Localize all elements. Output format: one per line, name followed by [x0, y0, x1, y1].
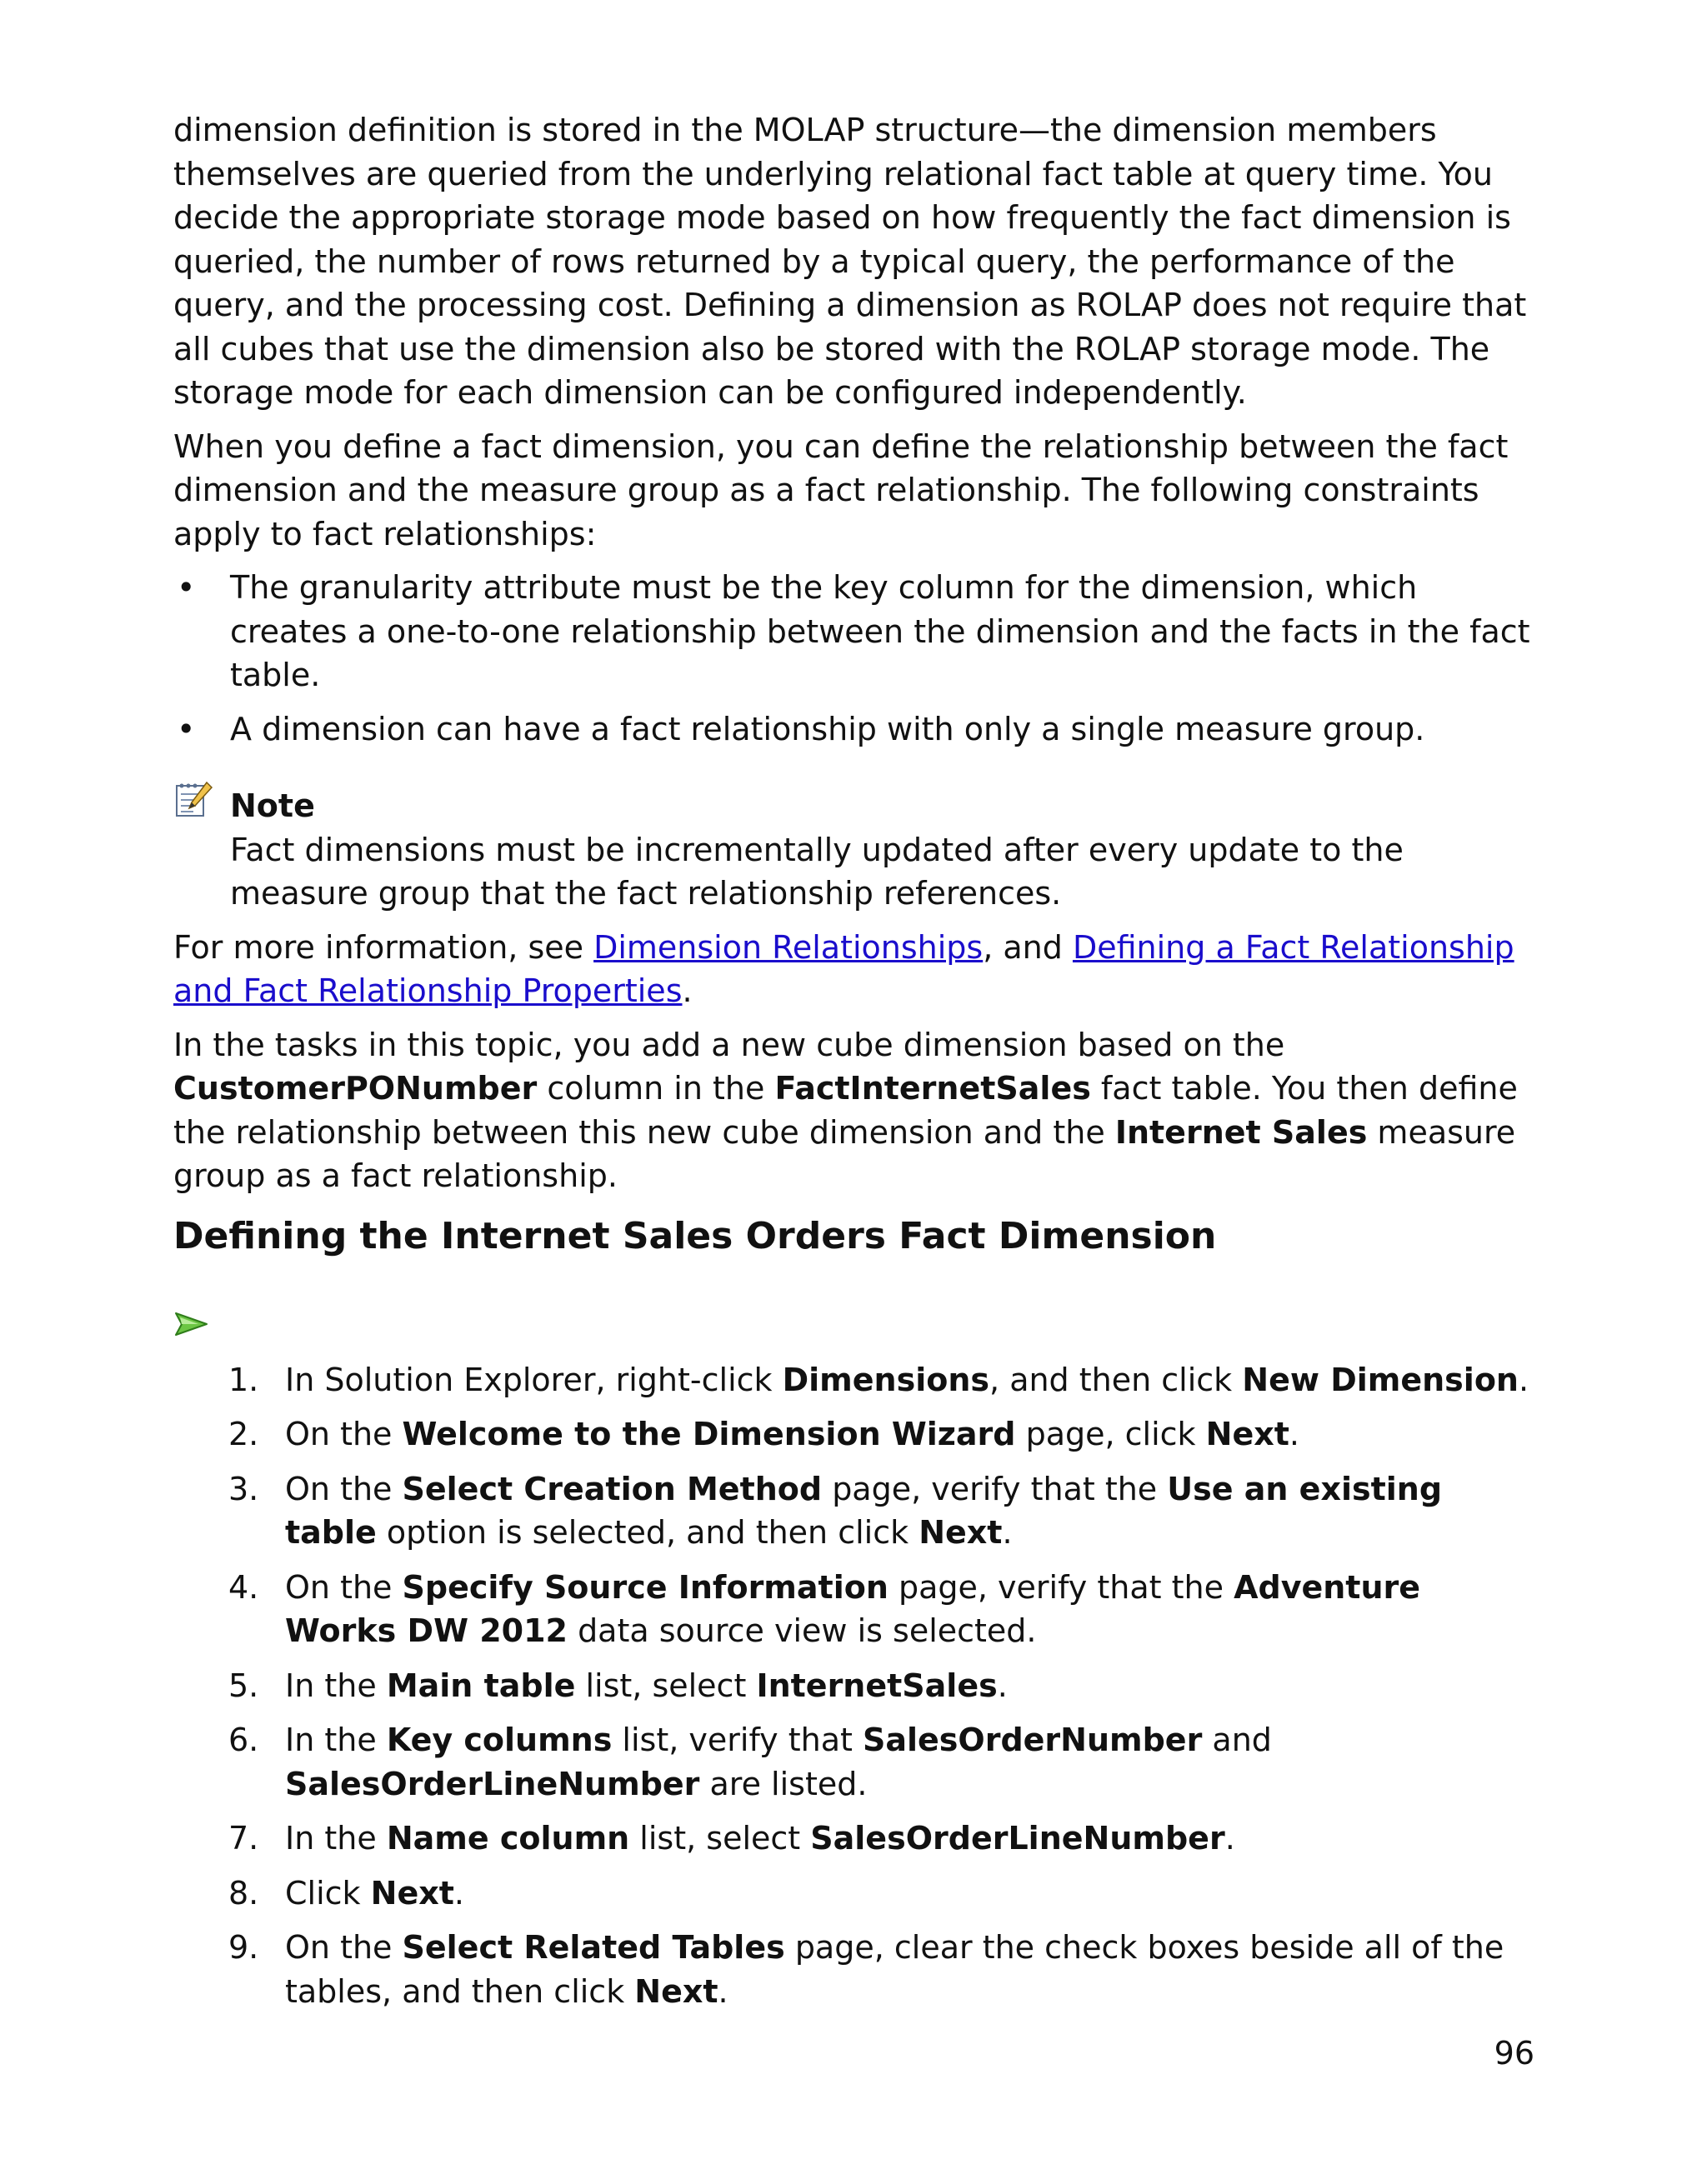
list-item — [173, 707, 1540, 752]
procedure-step — [173, 1926, 1540, 2013]
step-text-run: On the — [285, 1470, 403, 1507]
procedure-step — [173, 1467, 1540, 1555]
step-text-run: page, click — [1015, 1416, 1206, 1452]
procedure-step — [173, 1566, 1540, 1653]
step-bold-term: Next — [370, 1874, 454, 1912]
step-bold-term: Name column — [386, 1820, 630, 1857]
step-bold-term: New Dimension — [1242, 1361, 1519, 1398]
step-bold-term: Select Related Tables — [402, 1929, 785, 1966]
procedure-steps — [173, 1358, 1540, 2014]
procedure-step — [173, 1664, 1540, 1708]
more-info-paragraph — [173, 926, 1540, 1013]
tasks-text: measure group as a fact relationship. — [173, 1113, 1516, 1194]
step-text-run: . — [718, 1972, 728, 2010]
step-text-run: data source view is selected. — [567, 1612, 1037, 1649]
step-text-run: On the — [285, 1416, 403, 1452]
step-text-run: page, verify that the — [822, 1470, 1168, 1507]
step-text-run: list, verify that — [612, 1722, 863, 1758]
step-text — [285, 1875, 464, 1912]
step-text — [285, 1569, 1420, 1650]
step-bold-term: Adventure Works DW 2012 — [285, 1568, 1421, 1649]
note-title: Note — [230, 787, 315, 824]
procedure-step — [173, 1872, 1540, 1916]
more-info-middle: , and — [983, 928, 1073, 966]
constraints-paragraph: When you define a fact dimension, you can define the relationship between the fact dimension and the measure group as a fact relationship. The following constraints apply to fact relationships: — [173, 427, 1509, 552]
step-text — [285, 1820, 1235, 1857]
step-text — [285, 1929, 1504, 2010]
step-text-run: page, verify that the — [888, 1568, 1234, 1606]
procedure-step — [173, 1718, 1540, 1806]
step-number: 9. — [228, 1929, 259, 1966]
step-text-run: . — [453, 1874, 464, 1912]
step-text-run: In the — [285, 1667, 387, 1704]
step-bold-term: Use an existing table — [285, 1470, 1443, 1551]
list-item — [173, 566, 1540, 697]
step-text-run: are listed. — [699, 1765, 868, 1802]
step-text-run: , and then click — [989, 1361, 1243, 1398]
step-text-run: On the — [285, 1929, 403, 1966]
note-callout — [173, 784, 1540, 916]
step-text-run: and — [1202, 1722, 1272, 1758]
step-text — [285, 1667, 1008, 1704]
step-bold-term: Key columns — [386, 1722, 613, 1758]
step-text-run: . — [1224, 1820, 1235, 1857]
step-bold-term: SalesOrderNumber — [862, 1722, 1203, 1758]
green-arrow-icon — [173, 1310, 210, 1338]
procedure-step — [173, 1358, 1540, 1402]
tasks-bold-term: FactInternetSales — [774, 1070, 1091, 1107]
step-bold-term: SalesOrderLineNumber — [285, 1765, 700, 1802]
step-text-run: Click — [285, 1874, 371, 1912]
step-bold-term: SalesOrderLineNumber — [810, 1820, 1225, 1857]
intro-paragraph: dimension definition is stored in the MOLAP structure—the dimension members themselves are queried from the underlying relational fact table at query time. You decide the appropriate storage mode based on how frequently the fact dimension is queried, the number of rows returned by a typical query, the performance of the query, and the processing cost. Defining a dimension as ROLAP does not require that all cubes that use the dimension also be stored with the ROLAP storage mode. The storage mode for each dimension can be configured independently. — [173, 112, 1527, 411]
step-text-run: . — [997, 1667, 1008, 1704]
step-bold-term: Next — [634, 1972, 718, 2010]
document-page — [173, 108, 1540, 2024]
step-bold-term: Main table — [386, 1667, 576, 1704]
step-bold-term: Next — [1205, 1416, 1289, 1452]
step-number: 3. — [228, 1470, 259, 1507]
step-text — [285, 1362, 1529, 1398]
tasks-bold-term: CustomerPONumber — [173, 1070, 538, 1107]
step-text-run: list, select — [629, 1820, 811, 1857]
step-bold-term: InternetSales — [756, 1667, 998, 1704]
constraints-list — [173, 566, 1540, 751]
step-number: 1. — [228, 1361, 259, 1398]
step-text-run: list, select — [575, 1667, 757, 1704]
tasks-text: In the tasks in this topic, you add a new cube dimension based on the — [173, 1026, 1285, 1063]
step-number: 2. — [228, 1416, 259, 1452]
tasks-bold-term: Internet Sales — [1114, 1113, 1368, 1151]
bullet-icon: • — [177, 710, 196, 747]
step-text-run: . — [1289, 1416, 1299, 1452]
bullet-icon: • — [177, 569, 196, 606]
step-text-run: page, clear the check boxes beside all of the tables, and then click — [285, 1929, 1504, 2010]
step-text-run: . — [1518, 1361, 1529, 1398]
list-item-text: The granularity attribute must be the key column for the dimension, which creates a one-to-one relationship between the dimension and the facts in the fact table. — [230, 569, 1530, 693]
tasks-paragraph — [173, 1023, 1540, 1198]
step-text-run: . — [1002, 1514, 1013, 1551]
procedure-step — [173, 1817, 1540, 1861]
step-number: 4. — [228, 1568, 259, 1606]
step-number: 6. — [228, 1722, 259, 1758]
step-bold-term: Specify Source Information — [402, 1568, 889, 1606]
more-info-suffix: . — [682, 972, 693, 1009]
tasks-text: fact table. You then define the relationship between this new cube dimension and the — [173, 1070, 1518, 1151]
step-text — [285, 1416, 1299, 1452]
step-bold-term: Welcome to the Dimension Wizard — [402, 1416, 1016, 1452]
page-number: 96 — [1494, 2035, 1534, 2072]
section-heading: Defining the Internet Sales Orders Fact Dimension — [173, 1214, 1217, 1257]
step-number: 7. — [228, 1820, 259, 1857]
step-text-run: option is selected, and then click — [376, 1514, 919, 1551]
dimension-relationships-link[interactable]: Dimension Relationships — [593, 928, 984, 966]
procedure-step — [173, 1412, 1540, 1457]
step-text — [285, 1471, 1442, 1552]
step-text-run: In the — [285, 1722, 387, 1758]
fact-relationship-properties-link[interactable]: Defining a Fact Relationship and Fact Relationship Properties — [173, 928, 1514, 1009]
step-text-run: In the — [285, 1820, 387, 1857]
step-text-run: On the — [285, 1568, 403, 1606]
note-pad-icon — [173, 779, 213, 819]
step-text — [285, 1722, 1272, 1802]
note-text: Fact dimensions must be incrementally updated after every update to the measure group that the fact relationship references. — [230, 831, 1404, 912]
step-bold-term: Select Creation Method — [402, 1470, 823, 1507]
step-number: 5. — [228, 1667, 259, 1704]
tasks-text: column in the — [537, 1070, 775, 1107]
step-bold-term: Next — [919, 1514, 1003, 1551]
step-number: 8. — [228, 1874, 259, 1912]
step-bold-term: Dimensions — [782, 1361, 990, 1398]
more-info-prefix: For more information, see — [173, 928, 594, 966]
step-text-run: In Solution Explorer, right-click — [285, 1361, 783, 1398]
list-item-text: A dimension can have a fact relationship with only a single measure group. — [230, 710, 1425, 747]
